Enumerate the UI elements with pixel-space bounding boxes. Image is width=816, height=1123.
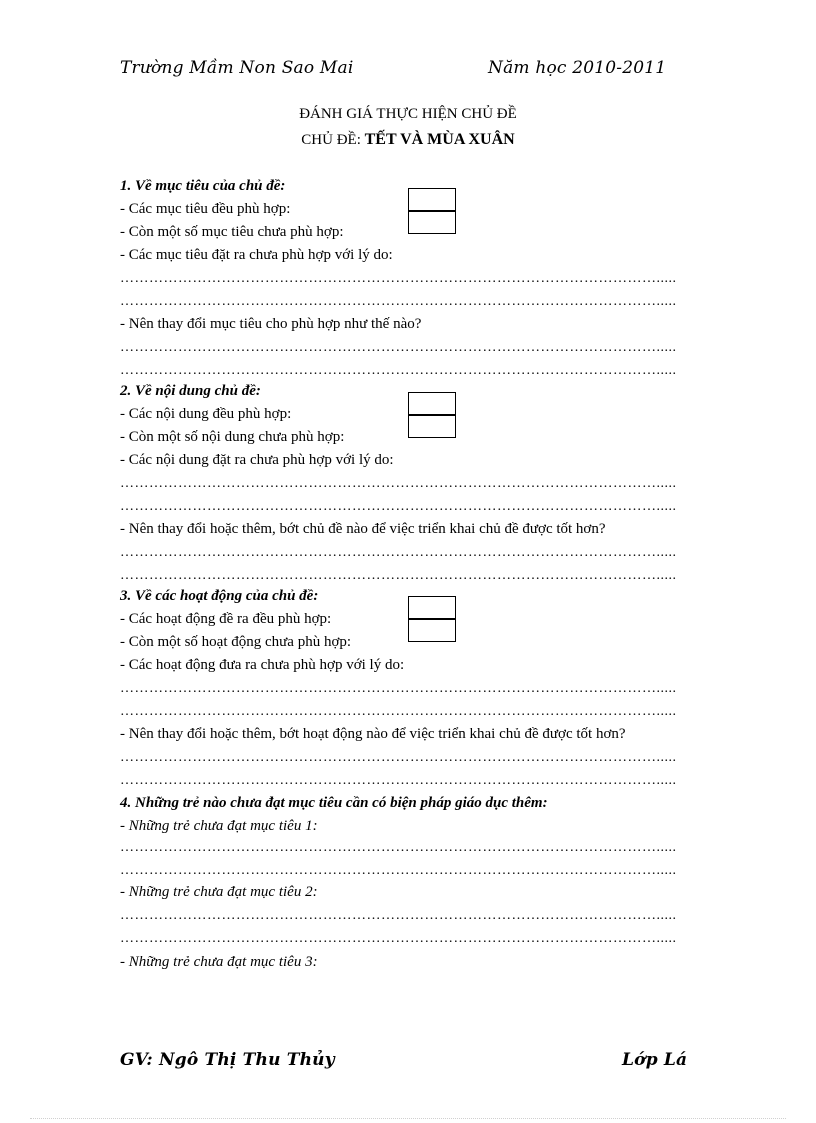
topic-title bbox=[0, 131, 816, 149]
school-year: Năm học 2010-2011 bbox=[488, 58, 667, 78]
answer-line[interactable]: …………………………………………………………………………………………………..... bbox=[120, 909, 677, 923]
section3-heading: 3. Về các hoạt động của chủ đề: bbox=[120, 588, 319, 604]
answer-line[interactable]: …………………………………………………………………………………………………..... bbox=[120, 546, 677, 560]
answer-line[interactable]: …………………………………………………………………………………………………..... bbox=[120, 500, 677, 514]
section2-item3: - Các nội dung đặt ra chưa phù hợp với lý do: bbox=[120, 452, 394, 468]
section3-item1: - Các hoạt động đề ra đều phù hợp: bbox=[120, 611, 332, 627]
section2-item1: - Các nội dung đều phù hợp: bbox=[120, 406, 292, 422]
section4-heading: 4. Những trẻ nào chưa đạt mục tiêu cần có biện pháp giáo dục thêm: bbox=[120, 795, 548, 811]
section2-item2: - Còn một số nội dung chưa phù hợp: bbox=[120, 429, 345, 445]
section4-item3: - Những trẻ chưa đạt mục tiêu 3: bbox=[120, 954, 318, 970]
answer-line[interactable]: …………………………………………………………………………………………………..... bbox=[120, 295, 677, 309]
answer-line[interactable]: …………………………………………………………………………………………………..... bbox=[120, 774, 677, 788]
class-name: Lớp Lá bbox=[622, 1050, 688, 1070]
answer-line[interactable]: …………………………………………………………………………………………………..... bbox=[120, 272, 677, 286]
section2-heading: 2. Về nội dung chủ đề: bbox=[120, 383, 261, 399]
section3-item3: - Các hoạt động đưa ra chưa phù hợp với lý do: bbox=[120, 657, 405, 673]
section2-checkbox1[interactable] bbox=[408, 392, 456, 415]
section2-checkbox2[interactable] bbox=[408, 415, 456, 438]
section3-item2: - Còn một số hoạt động chưa phù hợp: bbox=[120, 634, 352, 650]
page-bottom-divider bbox=[30, 1118, 786, 1119]
section1-checkbox2[interactable] bbox=[408, 211, 456, 234]
section1-item3: - Các mục tiêu đặt ra chưa phù hợp với lý do: bbox=[120, 247, 393, 263]
school-name: Trường Mầm Non Sao Mai bbox=[120, 58, 354, 78]
answer-line[interactable]: …………………………………………………………………………………………………..... bbox=[120, 341, 677, 355]
answer-line[interactable]: …………………………………………………………………………………………………..... bbox=[120, 705, 677, 719]
answer-line[interactable]: …………………………………………………………………………………………………..... bbox=[120, 841, 677, 855]
section2-question: - Nên thay đổi hoặc thêm, bớt chủ đề nào để việc triển khai chủ đề được tốt hơn? bbox=[120, 521, 606, 537]
answer-line[interactable]: …………………………………………………………………………………………………..... bbox=[120, 569, 677, 583]
section1-checkbox1[interactable] bbox=[408, 188, 456, 211]
section4-item2: - Những trẻ chưa đạt mục tiêu 2: bbox=[120, 884, 318, 900]
section1-heading: 1. Về mục tiêu của chủ đề: bbox=[120, 178, 286, 194]
answer-line[interactable]: …………………………………………………………………………………………………..... bbox=[120, 682, 677, 696]
section3-checkbox1[interactable] bbox=[408, 596, 456, 619]
section4-item1: - Những trẻ chưa đạt mục tiêu 1: bbox=[120, 818, 318, 834]
topic-prefix: CHỦ ĐỀ: bbox=[301, 132, 365, 148]
section3-checkbox2[interactable] bbox=[408, 619, 456, 642]
teacher-name: GV: Ngô Thị Thu Thủy bbox=[120, 1050, 335, 1070]
section1-item1: - Các mục tiêu đều phù hợp: bbox=[120, 201, 291, 217]
answer-line[interactable]: …………………………………………………………………………………………………..... bbox=[120, 864, 677, 878]
section1-item2: - Còn một số mục tiêu chưa phù hợp: bbox=[120, 224, 344, 240]
section1-question: - Nên thay đổi mục tiêu cho phù hợp như thế nào? bbox=[120, 316, 422, 332]
answer-line[interactable]: …………………………………………………………………………………………………..... bbox=[120, 932, 677, 946]
title-line1: ĐÁNH GIÁ THỰC HIỆN CHỦ ĐỀ bbox=[299, 106, 517, 122]
answer-line[interactable]: …………………………………………………………………………………………………..... bbox=[120, 364, 677, 378]
answer-line[interactable]: …………………………………………………………………………………………………..... bbox=[120, 477, 677, 491]
document-title bbox=[0, 106, 816, 123]
section3-question: - Nên thay đổi hoặc thêm, bớt hoạt động nào để việc triển khai chủ đề được tốt hơn? bbox=[120, 726, 626, 742]
topic-name: TẾT VÀ MÙA XUÂN bbox=[364, 131, 515, 148]
answer-line[interactable]: …………………………………………………………………………………………………..... bbox=[120, 751, 677, 765]
